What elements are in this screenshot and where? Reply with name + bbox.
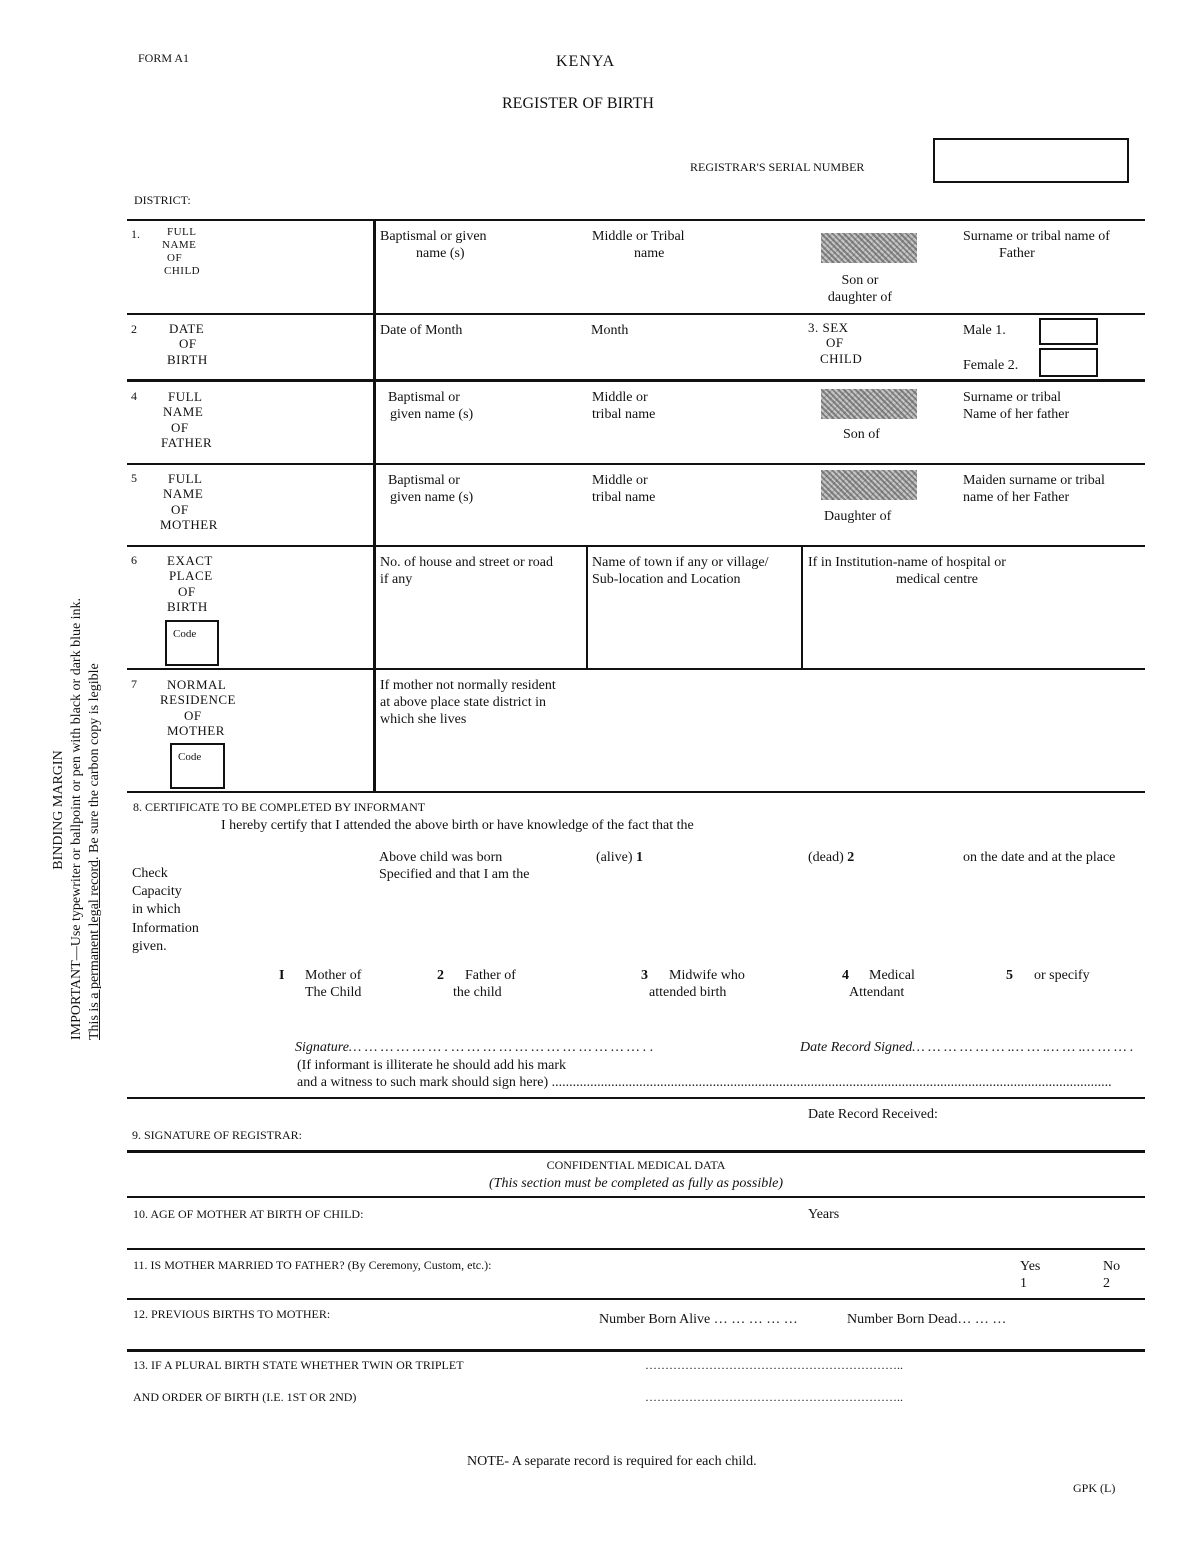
s1-relation-label: Son or daughter of	[827, 273, 893, 306]
informant-signature-line[interactable]: Signature… … … … … … . … … … … … … … … … … … … . .	[295, 1040, 654, 1055]
s4-surname-label[interactable]: Surname or tribal Name of her father	[963, 390, 1070, 423]
capacity-4-number: 4	[842, 968, 849, 983]
s8-certify-text: I hereby certify that I attended the above birth or have knowledge of the fact that the	[221, 818, 694, 833]
rule-s9	[127, 1097, 1145, 1099]
s8-check-capacity: Check Capacity in which Information given.	[132, 866, 199, 954]
capacity-5-number: 5	[1006, 968, 1013, 983]
capacity-other-option[interactable]: or specify	[1034, 968, 1090, 983]
s6-divider-1	[586, 545, 588, 669]
s6-number: 6	[131, 553, 137, 567]
capacity-1-number: I	[279, 968, 285, 983]
s6-town-label[interactable]: Name of town if any or village/ Sub-location and Location	[592, 555, 769, 588]
s1-number: 1.	[131, 227, 140, 241]
rule-s6	[127, 545, 1145, 547]
serial-number-field[interactable]	[933, 138, 1129, 183]
witness-signature-line[interactable]: and a witness to such mark should sign here) ................................................................................................................................................................	[297, 1075, 1112, 1090]
s1-surname-label[interactable]: Surname or tribal name of Father	[963, 229, 1110, 262]
s4-son-of-stamp	[821, 389, 917, 419]
s4-label: FULL NAME OF FATHER	[161, 389, 213, 450]
s5-relation-label: Daughter of	[824, 509, 892, 524]
s6-code-label: Code	[173, 628, 197, 640]
married-yes-option[interactable]: Yes 1	[1020, 1259, 1041, 1292]
country-title: KENYA	[556, 53, 616, 70]
s7-code-label: Code	[178, 751, 202, 763]
dead-option[interactable]: (dead) 2	[808, 850, 855, 865]
s13-order-label: AND ORDER OF BIRTH (I.E. 1ST OR 2ND)	[133, 1390, 357, 1404]
ink-instruction: IMPORTANT—Use typewriter or ballpoint or pen with black or dark blue ink.	[68, 597, 84, 1040]
s2-label: DATE OF BIRTH	[167, 321, 208, 367]
s7-resident-note[interactable]: If mother not normally resident at above place state district in which she lives	[380, 678, 556, 728]
s13-plural-birth-field[interactable]: ………………………………………………………..	[645, 1358, 903, 1372]
rule-s10	[127, 1196, 1145, 1198]
s4-number: 4	[131, 389, 137, 403]
s1-label: FULL NAME OF CHILD	[162, 226, 201, 277]
s6-code-box[interactable]	[165, 620, 219, 666]
s5-label: FULL NAME OF MOTHER	[160, 471, 218, 532]
s10-age-label[interactable]: 10. AGE OF MOTHER AT BIRTH OF CHILD:	[133, 1207, 364, 1221]
rule-s2	[127, 313, 1145, 315]
s1-given-name-label[interactable]: Baptismal or given name (s)	[380, 229, 487, 262]
s8-title: 8. CERTIFICATE TO BE COMPLETED BY INFORMANT	[133, 800, 426, 814]
capacity-mother-option[interactable]: Mother of The Child	[305, 968, 362, 1001]
rule-s13	[127, 1349, 1145, 1352]
s8-on-date-text: on the date and at the place	[963, 850, 1116, 865]
label-column-divider	[373, 219, 376, 792]
s7-number: 7	[131, 677, 137, 691]
capacity-father-option[interactable]: Father of the child	[453, 968, 516, 1001]
date-record-signed-line[interactable]: Date Record Signed… … … … … … .… … .… … .… … … .	[800, 1040, 1134, 1055]
number-born-alive-field[interactable]: Number Born Alive … … … … …	[599, 1312, 798, 1327]
s6-institution-label[interactable]: If in Institution-name of hospital or medical centre	[808, 555, 1006, 588]
s6-label: EXACT PLACE OF BIRTH	[167, 553, 213, 614]
s7-label: NORMAL RESIDENCE OF MOTHER	[160, 677, 236, 738]
married-no-option[interactable]: No 2	[1103, 1259, 1121, 1292]
s5-number: 5	[131, 471, 137, 485]
male-checkbox[interactable]	[1039, 318, 1098, 345]
footer-form-code: GPK (L)	[1073, 1481, 1116, 1495]
s8-above-child-text: Above child was born Specified and that I am the	[379, 850, 530, 883]
registrar-signature-label[interactable]: 9. SIGNATURE OF REGISTRAR:	[132, 1128, 303, 1142]
s5-given-name-label[interactable]: Baptismal or given name (s)	[388, 473, 474, 506]
s11-married-label: 11. IS MOTHER MARRIED TO FATHER? (By Ceremony, Custom, etc.):	[133, 1258, 492, 1272]
date-record-received[interactable]: Date Record Received:	[808, 1107, 938, 1122]
s13-order-field[interactable]: ………………………………………………………..	[645, 1390, 903, 1404]
legal-record-emphasis: This is a permanent legal record	[86, 860, 102, 1040]
s5-middle-name-label[interactable]: Middle or tribal name	[592, 473, 656, 506]
binding-margin-note	[50, 580, 104, 1040]
district-label: DISTRICT:	[134, 193, 191, 207]
rule-s11	[127, 1248, 1145, 1250]
male-option-label: Male 1.	[963, 323, 1006, 338]
binding-margin-title: BINDING MARGIN	[51, 750, 66, 870]
rule-confidential	[127, 1150, 1145, 1153]
s1-middle-name-label[interactable]: Middle or Tribal name	[592, 229, 685, 262]
s5-daughter-of-stamp	[821, 470, 917, 500]
s4-relation-label: Son of	[843, 427, 880, 442]
s10-years-label: Years	[808, 1207, 840, 1222]
alive-option[interactable]: (alive) 1	[596, 850, 644, 865]
legal-record-note	[86, 580, 104, 1040]
legal-record-rest: . Be sure the carbon copy is legible	[86, 663, 102, 861]
page-title: REGISTER OF BIRTH	[502, 95, 654, 112]
s2-month-label[interactable]: Month	[591, 323, 629, 338]
rule-s4	[127, 379, 1145, 382]
female-option-label: Female 2.	[963, 358, 1019, 373]
s1-son-daughter-stamp	[821, 233, 917, 263]
number-born-dead-field[interactable]: Number Born Dead… … …	[847, 1312, 1007, 1327]
s6-house-label[interactable]: No. of house and street or road if any	[380, 555, 554, 588]
s3-sex-label: 3. SEX OF CHILD	[808, 320, 863, 366]
alive-option-number: 1	[636, 850, 644, 865]
capacity-3-number: 3	[641, 968, 648, 983]
rule-top	[127, 219, 1145, 221]
rule-s5	[127, 463, 1145, 465]
s6-divider-2	[801, 545, 803, 669]
dead-option-number: 2	[847, 850, 855, 865]
female-checkbox[interactable]	[1039, 348, 1098, 377]
s4-given-name-label[interactable]: Baptismal or given name (s)	[388, 390, 474, 423]
illiterate-note: (If informant is illiterate he should add his mark	[297, 1058, 567, 1073]
s4-middle-name-label[interactable]: Middle or tribal name	[592, 390, 656, 423]
capacity-medical-option[interactable]: Medical Attendant	[849, 968, 915, 1001]
s5-surname-label[interactable]: Maiden surname or tribal name of her Father	[963, 473, 1105, 506]
s12-previous-births-label: 12. PREVIOUS BIRTHS TO MOTHER:	[133, 1307, 331, 1321]
rule-s8	[127, 791, 1145, 793]
capacity-midwife-option[interactable]: Midwife who attended birth	[649, 968, 745, 1001]
capacity-2-number: 2	[437, 968, 444, 983]
s2-number: 2	[131, 322, 137, 336]
s13-plural-birth-label: 13. IF A PLURAL BIRTH STATE WHETHER TWIN OR TRIPLET	[133, 1358, 464, 1372]
rule-s12	[127, 1298, 1145, 1300]
serial-number-label: REGISTRAR'S SERIAL NUMBER	[690, 160, 865, 174]
s7-code-box[interactable]	[170, 743, 225, 789]
s2-date-label[interactable]: Date of Month	[380, 323, 463, 338]
form-code: FORM A1	[138, 51, 190, 65]
footer-note: NOTE- A separate record is required for each child.	[467, 1454, 757, 1469]
rule-s7	[127, 668, 1145, 670]
confidential-subtitle: (This section must be completed as fully as possible)	[489, 1176, 783, 1191]
confidential-title: CONFIDENTIAL MEDICAL DATA	[546, 1158, 726, 1172]
